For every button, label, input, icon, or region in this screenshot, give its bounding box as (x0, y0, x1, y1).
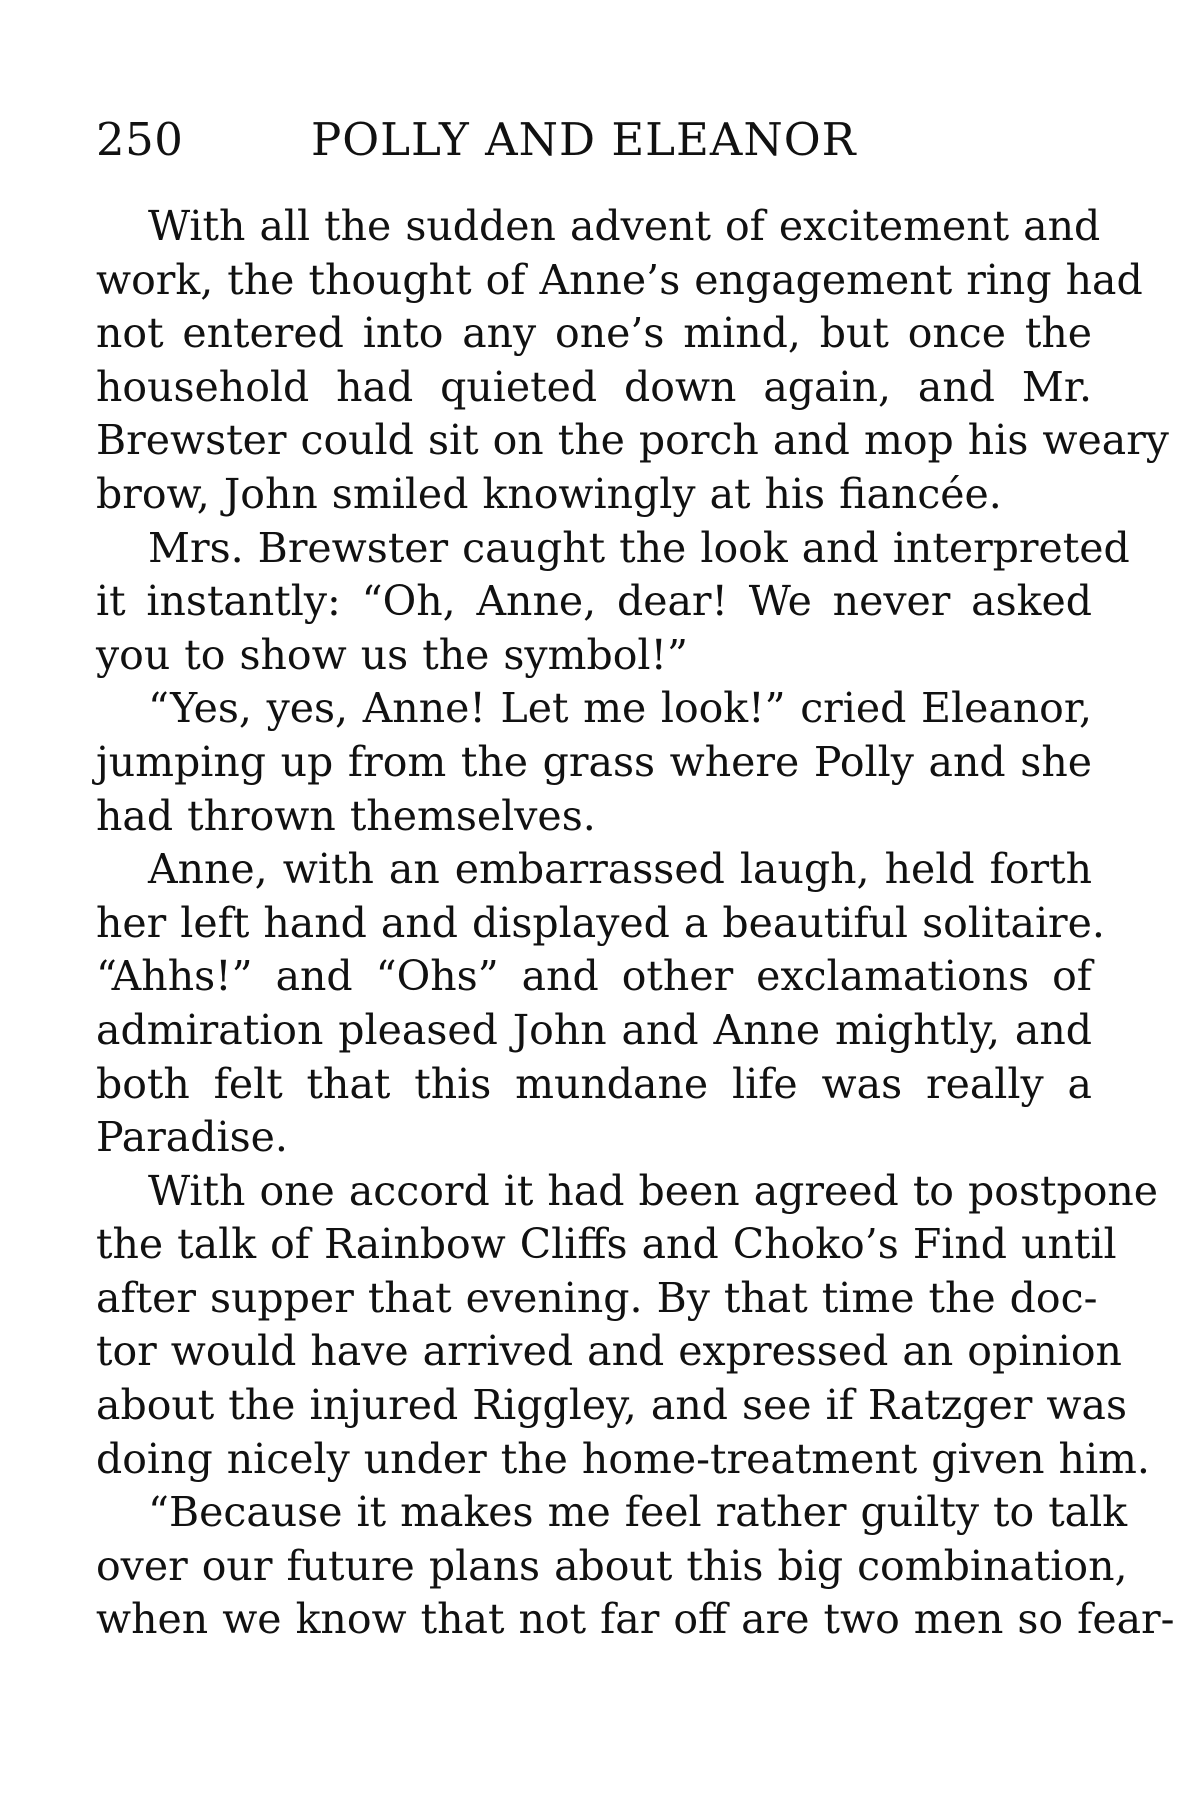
text-line: household had quieted down again, and Mr. (96, 362, 1092, 411)
body-text (96, 200, 1175, 1720)
text-line: when we know that not far off are two men so fear- (96, 1595, 1175, 1644)
paragraph (96, 843, 1105, 1165)
text-line: you to show us the symbol!” (96, 630, 688, 679)
text-line: “Ahhs!” and “Ohs” and other exclamations of (96, 952, 1092, 1001)
text-line: after supper that evening. By that time the doc- (96, 1273, 1098, 1322)
text-line: jumping up from the grass where Polly and she (96, 737, 1092, 786)
paragraph (96, 522, 1130, 683)
text-line: brow, John smiled knowingly at his fiancée. (96, 469, 1002, 518)
text-line: the talk of Rainbow Cliffs and Choko’s Find until (96, 1220, 1117, 1269)
text-line: With all the sudden advent of excitement and (148, 202, 1101, 250)
text-line: work, the thought of Anne’s engagement ring had (96, 255, 1143, 304)
text-line: Anne, with an embarrassed laugh, held forth (148, 845, 1092, 894)
text-line: both felt that this mundane life was really a (96, 1059, 1092, 1108)
text-line: Mrs. Brewster caught the look and interpreted (148, 523, 1130, 572)
text-line: With one accord it had been agreed to postpone (148, 1166, 1159, 1215)
paragraph (96, 682, 1092, 843)
paragraph (96, 1486, 1175, 1647)
text-line: about the injured Riggley, and see if Ratzger was (96, 1381, 1127, 1430)
text-line: Paradise. (96, 1113, 288, 1162)
page-number: 250 (96, 113, 184, 166)
running-title: POLLY AND ELEANOR (311, 113, 857, 166)
text-line: doing nicely under the home-treatment given him. (96, 1434, 1150, 1483)
text-line: it instantly: “Oh, Anne, dear! We never asked (96, 577, 1092, 626)
paragraph (96, 1165, 1159, 1487)
paragraph (96, 200, 1169, 522)
running-head (96, 110, 1096, 170)
text-line: over our future plans about this big combination, (96, 1541, 1128, 1590)
text-line: “Because it makes me feel rather guilty to talk (148, 1488, 1128, 1537)
text-line: “Yes, yes, Anne! Let me look!” cried Eleanor, (148, 684, 1092, 733)
text-line: her left hand and displayed a beautiful solitaire. (96, 898, 1105, 947)
text-line: Brewster could sit on the porch and mop his weary (96, 416, 1169, 465)
text-line: admiration pleased John and Anne mightly, and (96, 1005, 1092, 1054)
text-line: not entered into any one’s mind, but once the (96, 309, 1092, 358)
text-line: tor would have arrived and expressed an opinion (96, 1327, 1122, 1376)
text-line: had thrown themselves. (96, 791, 596, 840)
